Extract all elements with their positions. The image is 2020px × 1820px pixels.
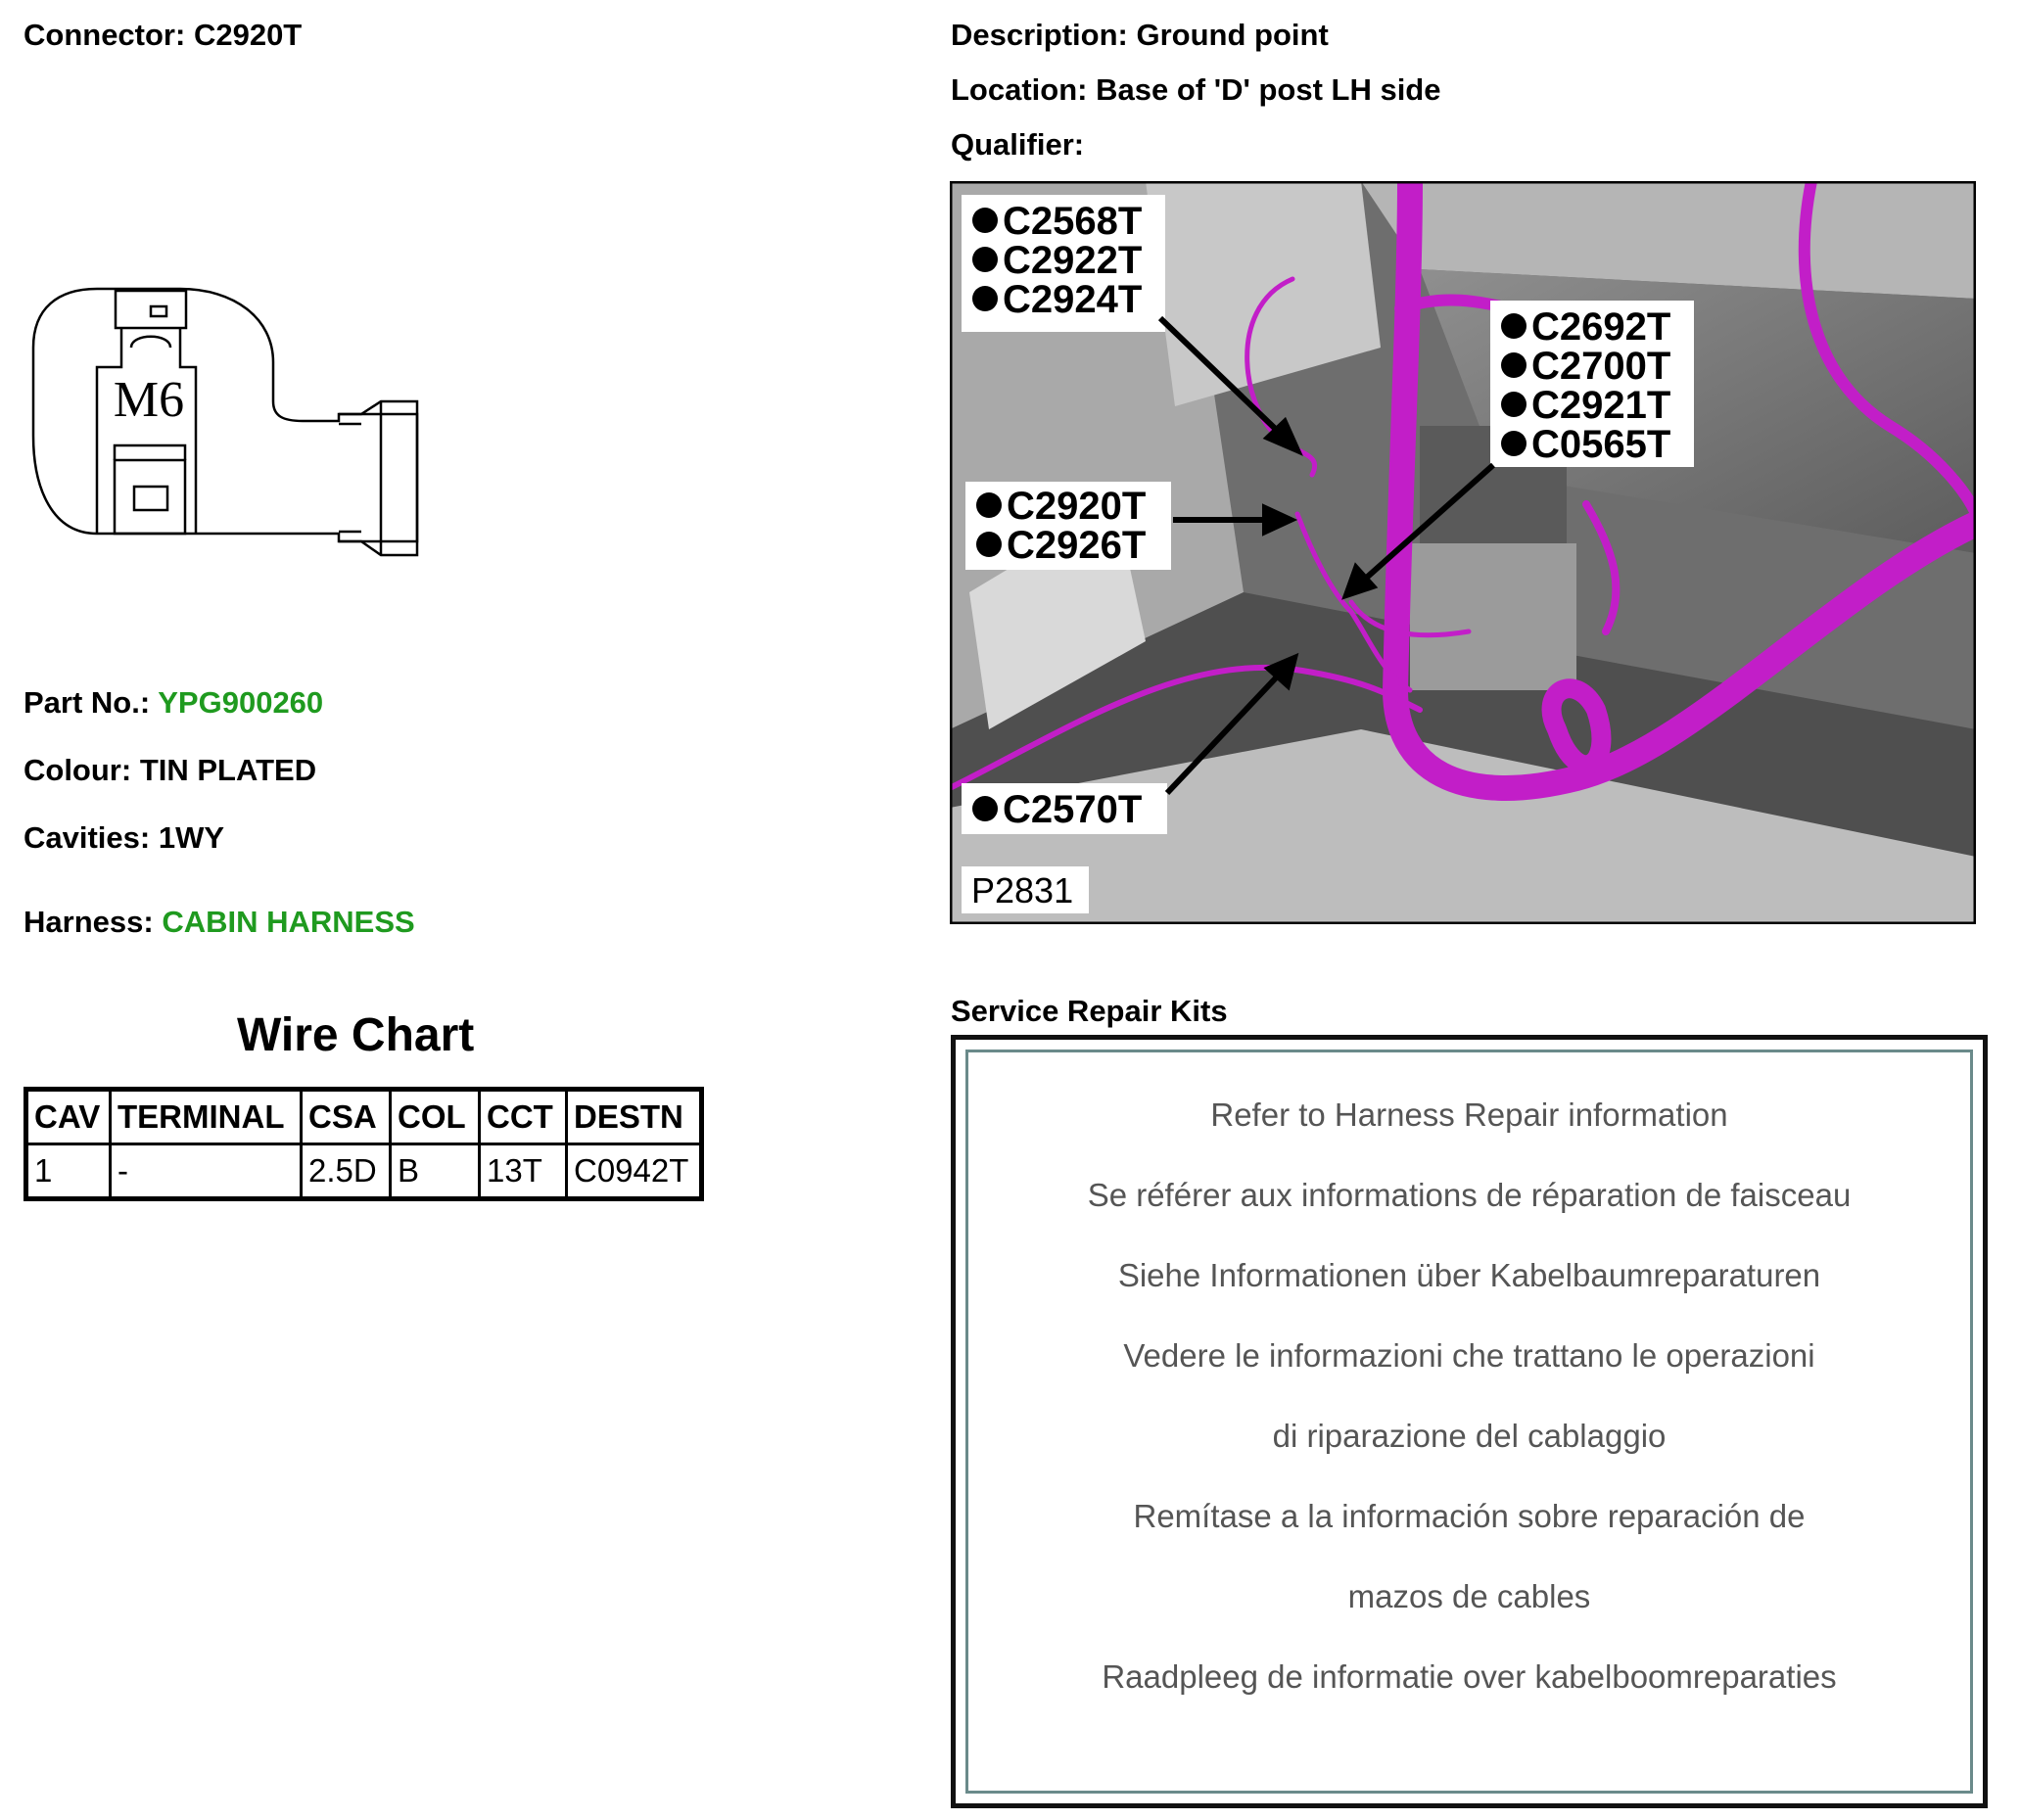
col-header-csa: CSA bbox=[302, 1090, 391, 1144]
repair-kit-line: Siehe Informationen über Kabelbaumreparaturen bbox=[1117, 1257, 1821, 1293]
repair-kit-line: Vedere le informazioni che trattano le operazioni bbox=[1123, 1337, 1815, 1374]
connector-line bbox=[23, 18, 302, 53]
col-header-col: COL bbox=[391, 1090, 480, 1144]
callout-dot-icon bbox=[1501, 313, 1527, 339]
callout-dot-icon bbox=[976, 532, 1002, 557]
callout-dot-icon bbox=[972, 247, 998, 272]
colour-label: Colour: bbox=[23, 753, 132, 787]
callout-1-code: C2922T bbox=[1003, 239, 1143, 282]
cavities-line bbox=[23, 820, 224, 856]
wire-chart-table bbox=[23, 1087, 704, 1201]
repair-kit-line: Se référer aux informations de réparation de faisceau bbox=[1087, 1177, 1852, 1213]
repair-kits-box bbox=[951, 1035, 1988, 1808]
harness-line bbox=[23, 905, 415, 940]
location-value: Base of 'D' post LH side bbox=[1096, 72, 1441, 107]
callout-dot-icon bbox=[972, 208, 998, 233]
callout-4-code: C2570T bbox=[1003, 788, 1143, 831]
col-header-destn: DESTN bbox=[567, 1090, 702, 1144]
callout-2-code: C0565T bbox=[1531, 423, 1671, 466]
description-line bbox=[951, 18, 1329, 53]
connector-diagram bbox=[23, 279, 523, 563]
harness-value[interactable]: CABIN HARNESS bbox=[162, 905, 415, 939]
repair-kit-line: di riparazione del cablaggio bbox=[1272, 1418, 1667, 1454]
callout-dot-icon bbox=[1501, 392, 1527, 417]
part-number-line bbox=[23, 685, 323, 721]
photo-box bbox=[1410, 543, 1576, 690]
callout-2-code: C2921T bbox=[1531, 384, 1671, 427]
wire-chart-header-row bbox=[26, 1090, 702, 1144]
figure-id: P2831 bbox=[971, 870, 1074, 910]
description-value: Ground point bbox=[1136, 18, 1329, 52]
col-header-cct: CCT bbox=[480, 1090, 567, 1144]
callout-dot-icon bbox=[976, 492, 1002, 518]
diagram-label-m6: M6 bbox=[113, 372, 185, 428]
cell-col: B bbox=[391, 1144, 480, 1199]
repair-kit-line: Remítase a la información sobre reparación de bbox=[1133, 1498, 1806, 1534]
callout-dot-icon bbox=[972, 286, 998, 311]
repair-kits-inner bbox=[965, 1050, 1973, 1794]
col-header-cav: CAV bbox=[26, 1090, 111, 1144]
callout-1-code: C2924T bbox=[1003, 278, 1143, 321]
location-line bbox=[951, 72, 1440, 108]
part-number-label: Part No.: bbox=[23, 685, 151, 720]
callout-2-code: C2700T bbox=[1531, 345, 1671, 388]
part-number-value[interactable]: YPG900260 bbox=[158, 685, 324, 720]
location-photo bbox=[950, 181, 1976, 924]
callout-dot-icon bbox=[1501, 352, 1527, 378]
harness-label: Harness: bbox=[23, 905, 154, 939]
callout-2-code: C2692T bbox=[1531, 305, 1671, 349]
repair-kit-line: Raadpleeg de informatie over kabelboomreparaties bbox=[1102, 1658, 1837, 1695]
table-row bbox=[26, 1144, 702, 1199]
cell-terminal: - bbox=[111, 1144, 302, 1199]
repair-kit-line: mazos de cables bbox=[1347, 1578, 1591, 1614]
cavities-label: Cavities: bbox=[23, 820, 151, 855]
cell-cav: 1 bbox=[26, 1144, 111, 1199]
wire-chart-title: Wire Chart bbox=[237, 1009, 475, 1061]
callout-3-code: C2920T bbox=[1007, 485, 1147, 528]
callout-dot-icon bbox=[1501, 431, 1527, 456]
callout-dot-icon bbox=[972, 796, 998, 821]
colour-value: TIN PLATED bbox=[139, 753, 317, 787]
description-label: Description: bbox=[951, 18, 1128, 52]
qualifier-line bbox=[951, 127, 1084, 163]
location-label: Location: bbox=[951, 72, 1088, 107]
callout-3-code: C2926T bbox=[1007, 524, 1147, 567]
col-header-terminal: TERMINAL bbox=[111, 1090, 302, 1144]
qualifier-label: Qualifier: bbox=[951, 127, 1085, 162]
callout-1-code: C2568T bbox=[1003, 200, 1143, 243]
repair-kits-title: Service Repair Kits bbox=[951, 994, 1228, 1028]
cell-destn: C0942T bbox=[567, 1144, 702, 1199]
cavities-value: 1WY bbox=[158, 820, 225, 855]
connector-label: Connector: bbox=[23, 18, 186, 52]
repair-kit-line: Refer to Harness Repair information bbox=[1210, 1097, 1728, 1133]
connector-value: C2920T bbox=[193, 18, 303, 52]
cell-cct: 13T bbox=[480, 1144, 567, 1199]
colour-line bbox=[23, 753, 316, 788]
cell-csa: 2.5D bbox=[302, 1144, 391, 1199]
